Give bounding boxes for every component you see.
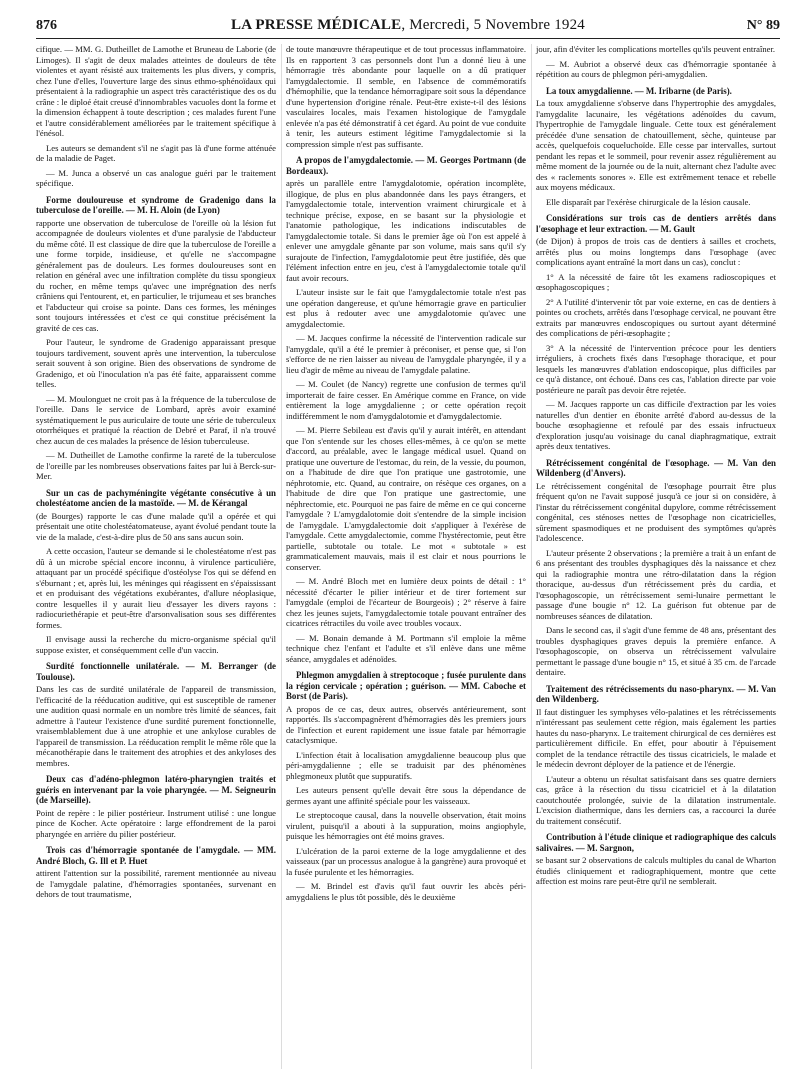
paragraph: — M. Jacques confirme la nécessité de l'intervention radicale sur l'amygdale, qu'il a été le premier à préconiser, et pense que, si l'on s'efforce de ne rien laisser au niveau de l'amygdale pharyngée, il y a lieu d'agir de même au niveau de l'amygdale palatine.: [286, 333, 526, 375]
paragraph: 2° A l'utilité d'intervenir tôt par voie externe, en cas de dentiers à pointes ou crochets, arrêtés dans l'œsophage cervical, ne pouvant être extraits par manœuvres endoscopiques ou surtout ayant déterminé des complications de péri-œsophagite ;: [536, 296, 776, 338]
paragraph: Les auteurs pensent qu'elle devait être sous la dépendance de germes ayant une affinité spéciale pour les vaisseaux.: [286, 785, 526, 806]
section-heading: Rétrécissement congénital de l'œsophage. — M. Van den Wildenberg (d'Anvers).: [536, 457, 776, 478]
paragraph: — M. Coulet (de Nancy) regrette une confusion de termes qu'il importerait de faire cesser. En Amérique comme en France, on vide entièrement la loge amygdalienne ; or cette opération reçoit indifféremment le nom d'amygdalotomie et d'amygdalectomie.: [286, 379, 526, 421]
paragraph: jour, afin d'éviter les complications mortelles qu'ils peuvent entraîner.: [536, 44, 776, 54]
paragraph: après un parallèle entre l'amygdalotomie, opération incomplète, illogique, de plus en plus abandonnée dans les pays étrangers, et l'amygdalectomie totale, intervention vraiment chirurgicale et à technique précise, expose, en se basant sur la physiologie et l'anatomie pathologique, les indications indiscutables de l'amygdalectomie totale. Si dans le premier âge où l'on est appelé à enlever une amygdale gênante par son volume, mais sans qu'il s'y surajoute de l'infection, l'amygdalotomie peut être justifiée, dès que l'élément infection entre en jeu, c'est à l'amygdalectomie totale qu'il faut avoir recours.: [286, 178, 526, 283]
section-heading: Trois cas d'hémorragie spontanée de l'amygdale. — MM. André Bloch, G. Ill et P. Huet: [36, 845, 276, 866]
paragraph: — M. Aubriot a observé deux cas d'hémorragie spontanée à répétition au cours de phlegmon péri-amygdalien.: [536, 58, 776, 79]
text-column-2: [286, 44, 526, 906]
section-heading: Forme douloureuse et syndrome de Gradenigo dans la tuberculose de l'oreille. — M. H. Aloin (de Lyon): [36, 194, 276, 215]
paragraph: — M. Pierre Sebileau est d'avis qu'il y aurait intérêt, en attendant que l'on s'entende sur les choses elles-mêmes, à ce qu'on se mette d'accord, au préalable, avec le langage médical usuel. Quand on pratique une ouverture de l'estomac, du rein, de la vessie, du poumon, on a l'habitude de dire que l'on pratique une gastrotomie, une néphrotomie, etc. Quand, au contraire, on résèque ces organes, on a l'habitude de dire que l'on pratique une gastrectomie, une néphrectomie, etc. Pourquoi ne pas faire de même en ce qui concerne l'amygdale ? L'amygdalotomie doit s'entendre de la simple incision de l'amygdale. L'amygdalectomie doit s'appliquer à l'exérèse de l'amygdale. Cette amygdalectomie, comme l'hystérectomie, peut être partielle, subtotale ou totale. Le mot « subtotale » est grammaticalement mauvais, mais il est clair et nous pourrions le conserver.: [286, 425, 526, 572]
section-heading: Surdité fonctionnelle unilatérale. — M. Berranger (de Toulouse).: [36, 661, 276, 682]
paragraph: L'auteur a obtenu un résultat satisfaisant dans ses quatre derniers cas, grâce à la résection du tissu cicatriciel et à la dilatation caoutchoutée prolongée, suivie de la dilatation instrumentale. L'excision diathermique, dans les derniers cas, a raccourci la durée du traitement consécutif.: [536, 773, 776, 826]
section-heading: Phlegmon amygdalien à streptocoque ; fusée purulente dans la région cervicale ; opération ; guérison. — MM. Caboche et Borst (de Paris).: [286, 670, 526, 701]
paragraph: A propos de ce cas, deux autres, observés antérieurement, sont rapportés. Ils s'accompagnèrent d'hémorragies dès les premiers jours de l'infection et eurent rapidement une issue fatale par hémorragie cataclysmique.: [286, 703, 526, 745]
paragraph: Pour l'auteur, le syndrome de Gradenigo apparaissant presque toujours tardivement, souvent après une intervention, la tuberculose serait souvent à son origine. Bien des observations de syndrome de Gradenigo, et où l'inoculation n'a pas été faite, apparaissent comme telles.: [36, 337, 276, 389]
paragraph: — M. Bonain demande à M. Portmann s'il emploie la même technique chez l'enfant et l'adulte et s'il enlève dans une même séance, amygdales et adénoïdes.: [286, 632, 526, 664]
column-divider: [531, 44, 532, 1069]
paragraph: 3° A la nécessité de l'intervention précoce pour les dentiers irréguliers, à crochets fixés dans l'œsophage thoracique, et pour lesquels les manœuvres d'ablation endoscopique, plus difficiles par ce qu'à distance, ont échoué. Dans ces cas, l'ablation directe par voie postérieure ne paraît pas devoir être rejetée.: [536, 342, 776, 395]
paragraph: Elle disparaît par l'exérèse chirurgicale de la lésion causale.: [546, 196, 751, 207]
paragraph: se basant sur 2 observations de calculs multiples du canal de Wharton étudiés cliniquement et radiographiquement, montre que cette affection est moins rare peut-être qu'il ne semblerait.: [536, 855, 776, 886]
paragraph: Le streptocoque causal, dans la nouvelle observation, était moins virulent, puisqu'il a abouti à la suppuration, moins angiophyle, puisque les hémorragies ont été moins graves.: [286, 810, 526, 841]
paragraph: — M. André Bloch met en lumière deux points de détail : 1° nécessité d'écarter le pilier intérieur et de tirer fortement sur l'amygdale (emploi de l'écarteur de Bourgeois) ; 2° réserve à faire chez les jeunes sujets, l'amygdalectomie totale pouvant entraîner des cicatrices rétractiles du voile avec troubles vocaux.: [286, 576, 526, 628]
paragraph: — M. Moulonguet ne croit pas à la fréquence de la tuberculose de l'oreille. Dans le service de Lombard, après avoir examiné systématiquement le pus auriculaire de toute une série de tuberculeux otorrhéiques et pratiqué la réaction de Debré et Paraf, il n'a trouvé chez aucun de ces malades la présence de lésion tuberculeuse.: [36, 393, 276, 446]
section-heading: A propos de l'amygdalectomie. — M. Georges Portmann (de Bordeaux).: [286, 155, 526, 176]
paragraph: Les auteurs se demandent s'il ne s'agit pas là d'une forme atténuée de la maladie de Paget.: [36, 142, 276, 163]
section-heading: Deux cas d'adéno-phlegmon latéro-pharyngien traités et guéris en intervenant par la voie pharyngée. — M. Seigneurin (de Marseille).: [36, 774, 276, 805]
paragraph: L'ulcération de la paroi externe de la loge amygdalienne et des vaisseaux (par un processus analogue à la gangrène) aura provoqué et la fusée purulente et les hémorragies.: [286, 845, 526, 877]
paragraph: Il envisage aussi la recherche du micro-organisme spécial qu'il suppose exister, et conséquemment celle d'un vaccin.: [36, 634, 276, 655]
paragraph: La toux amygdalienne s'observe dans l'hypertrophie des amygdales, l'amygdalite lacunaire, les végétations adénoïdes du cavum, l'hypertrophie de l'amygdale linguale. Cette toux est généralement précédée d'une sensation de chatouillement, sèche, quinteuse par accès, quelquefois coqueluchoïde. Elle cesse par intervalles, surtout pendant les repas et le sommeil, pour revenir assez régulièrement au même moment de la journée ou de la nuit, alternant chez l'adulte avec des « raclements sonores ». Elle est extrêmement tenace et rebelle aux moyens médicaux.: [536, 98, 776, 192]
section-heading: Considérations sur trois cas de dentiers arrêtés dans l'œsophage et leur extraction. — M. Gault: [536, 213, 776, 234]
paragraph: (de Bourges) rapporte le cas d'une malade qu'il a opérée et qui présentait une otite cholestéatomateuse, ayant évolué pendant toute la vie de la malade, c'est-à-dire plus de 50 ans sans aucun soin.: [36, 510, 276, 542]
paragraph: — M. Junca a observé un cas analogue guéri par le traitement spécifique.: [36, 167, 276, 188]
paragraph: cifique. — MM. G. Dutheillet de Lamothe et Bruneau de Laborie (de Limoges). Il s'agit de deux malades atteintes de douleurs de tête violentes et ayant résisté aux traitements les plus divers, y compris, chez l'une d'elles, l'ouverture large des sinus ethmo-sphénoïdaux qui présentaient à la radiographie un aspect très caractéristique des os du crâne : le diploé était creusé d'innombrables vacuoles dont la forme et la dimension échappent à toute description ; ces malades furent l'une et l'autre considérablement améliorées par le traitement spécifique à l'énésol.: [36, 44, 276, 138]
paragraph: — M. Brindel est d'avis qu'il faut ouvrir les abcès péri-amygdaliens le plus tôt possible, dès le deuxième: [286, 881, 526, 902]
paragraph: 1° A la nécessité de faire tôt les examens radioscopiques et œsophagoscopiques ;: [536, 271, 776, 292]
page-header: [36, 16, 780, 39]
paragraph: Dans les cas de surdité unilatérale de l'appareil de transmission, l'efficacité de la rééducation auditive, qui est susceptible de ramener une audition quasi normale en un nombre très limité de séances, fait admettre à l'auteur l'existence d'une surdité purement fonctionnelle, vraisemblablement due à une atrophie et une ankylose curables de l'appareil de transmission. La rééducation remplit le même rôle que la mécanothérapie dans le traitement des atrophies et des ankyloses des membres.: [36, 684, 276, 768]
running-title: LA PRESSE MÉDICALE, Mercredi, 5 Novembre 1924: [231, 17, 585, 33]
section-heading: Contribution à l'étude clinique et radiographique des calculs salivaires. — M. Sargnon,: [536, 832, 776, 853]
paragraph: Dans le second cas, il s'agit d'une femme de 48 ans, présentant des troubles dysphagiques graves depuis la première enfance. A l'œsophagoscopie, on observa un rétrécissement valvulaire permettant le passage d'une bougie n° 15, et situé à 35 cm. de l'arcade dentaire.: [536, 625, 776, 677]
text-column-3: [536, 44, 776, 891]
section-heading: Sur un cas de pachyméningite végétante consécutive à un cholestéatome ancien de la mastoïde. — M. de Kérangal: [36, 487, 276, 508]
journal-name: LA PRESSE MÉDICALE: [231, 17, 402, 33]
column-divider: [281, 44, 282, 1069]
section-heading: Traitement des rétrécissements du naso-pharynx. — M. Van den Wildenberg.: [536, 683, 776, 704]
paragraph: L'infection était à localisation amygdalienne beaucoup plus que péri-amygdalienne ; elle se traduisit par des phénomènes phlegmoneux plutôt que suppuratifs.: [286, 749, 526, 781]
section-heading: La toux amygdalienne. — M. Iribarne (de Paris).: [546, 85, 732, 96]
paragraph: de toute manœuvre thérapeutique et de tout processus inflammatoire. Ils en rapportent 3 cas personnels dont l'un a donné lieu à une hémorragie très abondante pour laquelle on a dû pratiquer l'amygdalectomie. Il semble, en l'absence de commémoratifs d'hémophilie, que la tendance hémorragipare soit sous la dépendance d'une hypertension d'origine rénale. Peut-être existe-t-il des lésions vasculaires locales, mais l'examen histologique de l'amygdale enlevée n'a pas été démonstratif à cet égard. Au point de vue conduite à tenir, les auteurs estiment légitime l'amygdalectomie si la compression simple n'est pas suffisante.: [286, 44, 526, 149]
paragraph: Il faut distinguer les symphyses vélo-palatines et les rétrécissements n'intéressant pas seulement cette région, mais également les parties hautes du naso-pharynx. Le traitement chirurgical de ces dernières est particulièrement difficile. En effet, pour aboutir à l'épuisement complet de la tendance rétractile des tissus cicatriciels, le malade et le médecin devront déployer de la patience et de l'énergie.: [536, 706, 776, 769]
paragraph: L'auteur présente 2 observations ; la première a trait à un enfant de 6 ans présentant des troubles dysphagiques dès la naissance et chez qui la radiographie montra une rétro-dilatation dans la région thoracique, au-dessus d'un rétrécissement près du cardia, et l'œsophagoscopie, un rétrécissement semi-lunaire permettant le passage d'une bougie n° 12. La guérison fut obtenue par de nombreuses séances de dilatation.: [536, 547, 776, 621]
text-column-1: [36, 44, 276, 904]
paragraph: Point de repère : le pilier postérieur. Instrument utilisé : une longue pince de Kocher. Acte opératoire : large effondrement de la paroi pharyngée en arrière du pilier postérieur.: [36, 807, 276, 839]
paragraph: rapporte une observation de tuberculose de l'oreille où la lésion fut accompagnée de douleurs violentes et d'une paralysie de l'abducteur du même côté. Il est classique de dire que la tuberculose de l'oreille a une forme torpide, insidieuse, et qu'elle ne s'accompagne généralement pas de douleurs. Les formes douloureuses sont en relation en général avec une infiltration complète du tissu spongieux du rocher, en même temps qu'avec une imprégnation des nerfs crâniens qui l'entourent, et, en particulier, le trijumeau et ses branches et l'abducteur qui croise sa pointe. Dans ces formes, les méninges sont toujours intéressées et c'est ce qui constitue précisément la gravité de ces cas.: [36, 217, 276, 333]
paragraph: — M. Dutheillet de Lamothe confirme la rareté de la tuberculose de l'oreille par les nombreuses observations faites par lui à Berck-sur-Mer.: [36, 450, 276, 481]
issue-date: Mercredi, 5 Novembre 1924: [409, 17, 585, 33]
paragraph: L'auteur insiste sur le fait que l'amygdalectomie totale n'est pas une opération dangereuse, et qu'une hémorragie grave en particulier est plus à redouter avec une amygdalotomie qu'avec une amygdalectomie.: [286, 287, 526, 329]
paragraph: Le rétrécissement congénital de l'œsophage pourrait être plus fréquent qu'on ne l'avait supposé jusqu'à ce jour si on considère, à l'instar du rétrécissement congénital dupylore, comme rétrécissement congénital, ces sténoses nettes de l'œsophage non cicatricielles, sûrement spasmodiques et ne produisent des symptômes qu'après l'adolescence.: [536, 480, 776, 543]
paragraph: — M. Jacques rapporte un cas difficile d'extraction par les voies naturelles d'un dentier en ébonite arrêté d'abord au-dessus de la bouche œsophagienne et refoulé par des essais infructueux d'exploration jusqu'au voisinage du canal diaphragmatique, extrait après deux tentatives.: [536, 399, 776, 451]
paragraph: A cette occasion, l'auteur se demande si le cholestéatome n'est pas dû à un microbe spécial encore inconnu, à virulence particulière, attaquant par un procédé spécifique d'ostéolyse l'os qui se défend en s'éburnant ; et, après lui, les méninges qui réagissent en s'épaississant et en produisant des végétations exubérantes, d'allure néoplasique, contre lesquelles il y aurait lieu d'essayer les divers rayons : radiocuriethérapie et peut-être d'arsonvalisation sous ses différentes formes.: [36, 546, 276, 630]
paragraph: attirent l'attention sur la possibilité, rarement mentionnée au niveau de l'amygdale palatine, d'hémorragies spontanées, survenant en dehors de tout traumatisme,: [36, 868, 276, 899]
issue-number: N° 89: [746, 18, 780, 33]
paragraph: (de Dijon) à propos de trois cas de dentiers à sailles et crochets, arrêtés plus ou moins longtemps dans l'œsophage (avec complications ayant entraîné la mort dans un cas), conclut :: [536, 236, 776, 267]
page-number: 876: [36, 18, 57, 33]
